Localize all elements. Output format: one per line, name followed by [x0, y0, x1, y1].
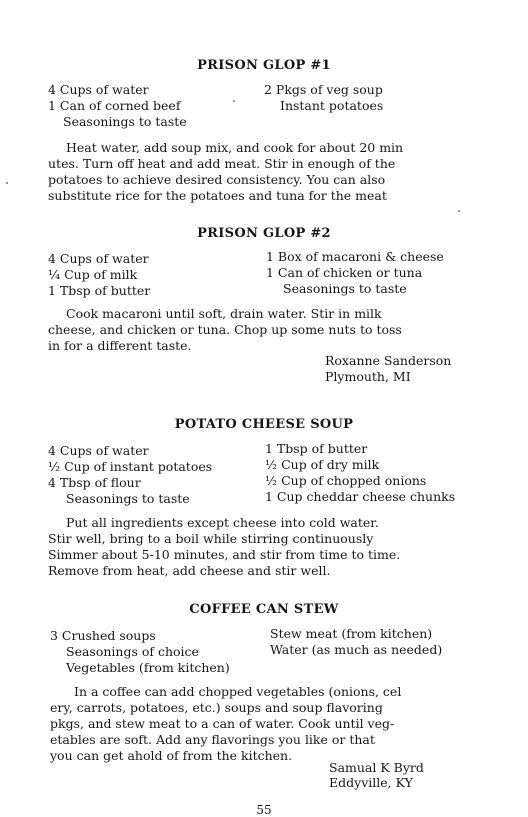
ingredient: Vegetables (from kitchen) [66, 660, 230, 675]
ingredient: ½ Cup of dry milk [265, 457, 380, 472]
ingredient: 1 Cup cheddar cheese chunks [265, 489, 456, 504]
ingredient: 1 Can of chicken or tuna [266, 265, 423, 280]
recipe-title: POTATO CHEESE SOUP [174, 417, 354, 432]
instruction-line: Cook macaroni until soft, drain water. Stir in milk [66, 306, 382, 321]
ingredient: 2 Pkgs of veg soup [264, 82, 383, 97]
instruction-line: Simmer about 5-10 minutes, and stir from time to time. [48, 547, 401, 562]
ingredient: ¼ Cup of milk [48, 267, 138, 282]
ingredient: 4 Cups of water [48, 82, 149, 97]
instruction-line: in for a different taste. [48, 338, 192, 353]
instruction-line: Remove from heat, add cheese and stir well. [48, 563, 331, 578]
ingredient: Instant potatoes [280, 98, 384, 113]
ingredient: Seasonings of choice [66, 644, 199, 659]
instruction-line: Put all ingredients except cheese into cold water. [66, 515, 379, 530]
scan-speck [6, 182, 8, 184]
ingredient: 1 Tbsp of butter [265, 441, 368, 456]
instruction-line: potatoes to achieve desired consistency. You can also [48, 172, 386, 187]
ingredient: 1 Can of corned beef [48, 98, 181, 113]
author-name: Samual K Byrd [329, 760, 424, 775]
instruction-line: substitute rice for the potatoes and tuna for the meat [48, 188, 387, 203]
ingredient: ½ Cup of chopped onions [265, 473, 427, 488]
recipe-title: PRISON GLOP #2 [197, 226, 331, 241]
ingredient: Stew meat (from kitchen) [270, 626, 433, 641]
ingredient: Seasonings to taste [283, 281, 407, 296]
author-location: Eddyville, KY [329, 775, 413, 790]
ingredient: 4 Cups of water [48, 443, 149, 458]
instruction-line: ery, carrots, potatoes, etc.) soups and soup flavoring [50, 700, 383, 715]
instruction-line: cheese, and chicken or tuna. Chop up some nuts to toss [48, 322, 402, 337]
ingredient: 4 Cups of water [48, 251, 149, 266]
scan-speck [233, 100, 235, 102]
recipe-title: PRISON GLOP #1 [197, 58, 331, 73]
instruction-line: etables are soft. Add any flavorings you like or that [50, 732, 375, 747]
ingredient: 3 Crushed soups [50, 628, 156, 643]
ingredient: 1 Box of macaroni & cheese [266, 249, 444, 264]
recipe-title: COFFEE CAN STEW [189, 602, 339, 617]
ingredient: ½ Cup of instant potatoes [48, 459, 213, 474]
instruction-line: Stir well, bring to a boil while stirring continuously [48, 531, 374, 546]
ingredient: 4 Tbsp of flour [48, 475, 141, 490]
ingredient: 1 Tbsp of butter [48, 283, 151, 298]
author-location: Plymouth, MI [325, 369, 411, 384]
page-number: 55 [256, 803, 272, 817]
instruction-line: In a coffee can add chopped vegetables (onions, cel [74, 684, 402, 699]
instruction-line: Heat water, add soup mix, and cook for about 20 min [66, 140, 404, 155]
ingredient: Seasonings to taste [66, 491, 190, 506]
ingredient: Water (as much as needed) [270, 642, 443, 657]
instruction-line: utes. Turn off heat and add meat. Stir in enough of the [48, 156, 396, 171]
scan-speck [458, 210, 460, 212]
instruction-line: you can get ahold of from the kitchen. [50, 748, 293, 763]
instruction-line: pkgs, and stew meat to a can of water. Cook until veg- [50, 716, 395, 731]
author-name: Roxanne Sanderson [325, 353, 452, 368]
ingredient: Seasonings to taste [63, 114, 187, 129]
